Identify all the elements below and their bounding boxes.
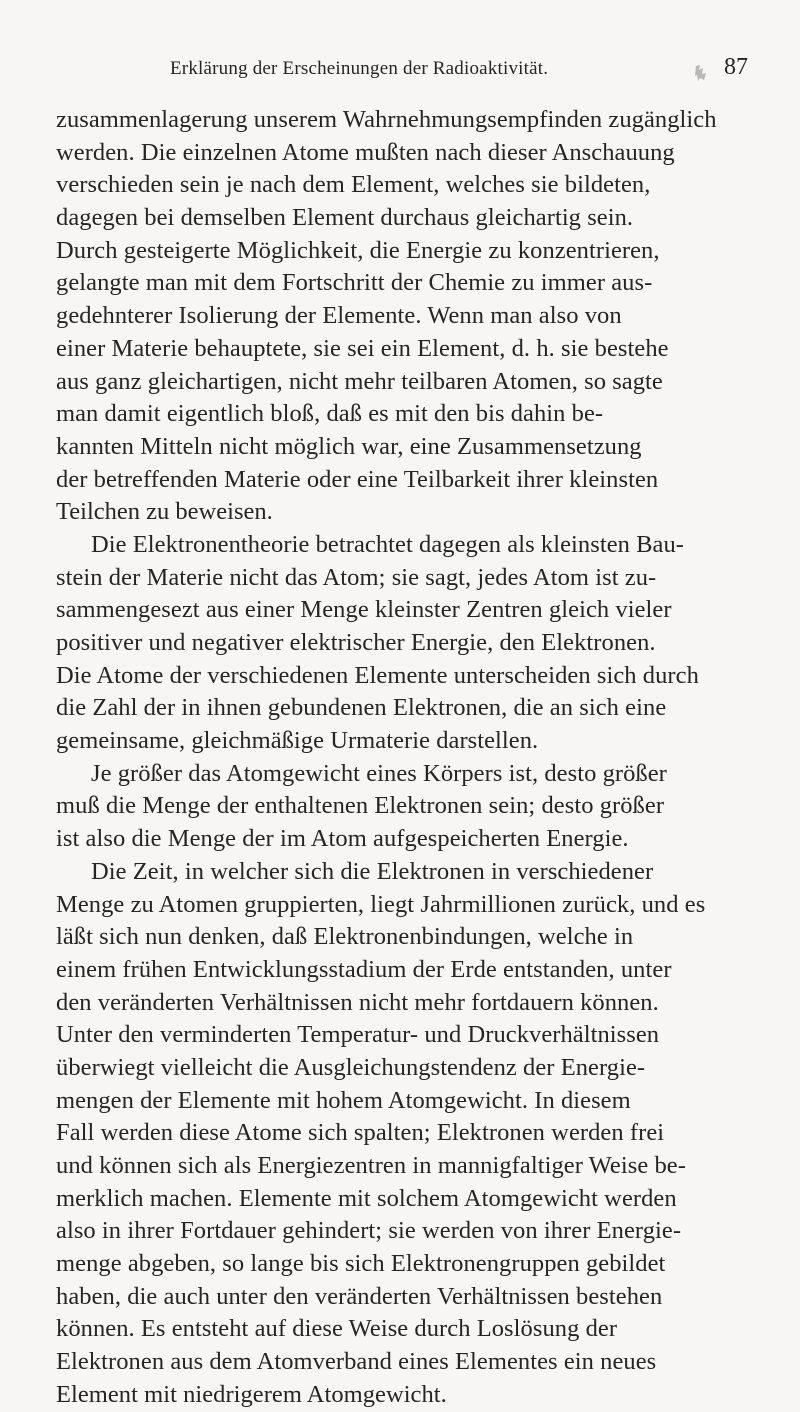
text-line: verschieden sein je nach dem Element, welches sie bildeten, [56, 171, 651, 199]
text-line: aus ganz gleichartigen, nicht mehr teilbaren Atomen, so sagte [56, 367, 663, 395]
text-line: Die Zeit, in welcher sich die Elektronen in verschiedener [91, 857, 654, 885]
text-line: werden. Die einzelnen Atome mußten nach dieser Anschauung [56, 138, 675, 166]
running-head-title: Erklärung der Erscheinungen der Radioaktivität. [170, 58, 549, 79]
text-line: den veränderten Verhältnissen nicht mehr fortdauern können. [56, 988, 659, 1016]
text-line: der betreffenden Materie oder eine Teilbarkeit ihrer kleinsten [56, 465, 659, 493]
text-line: mengen der Elemente mit hohem Atomgewicht. In diesem [56, 1086, 631, 1114]
text-line: Durch gesteigerte Möglichkeit, die Energie zu konzentrieren, [56, 236, 660, 264]
text-line: kannten Mitteln nicht möglich war, eine Zusammensetzung [56, 432, 642, 460]
text-line: stein der Materie nicht das Atom; sie sagt, jedes Atom ist zu- [56, 563, 657, 591]
text-line: und können sich als Energiezentren in mannigfaltiger Weise be- [56, 1152, 686, 1179]
text-line: Unter den verminderten Temperatur- und Druckverhältnissen [56, 1021, 660, 1049]
text-line: können. Es entsteht auf diese Weise durch Loslösung der [56, 1315, 618, 1343]
text-line: läßt sich nun denken, daß Elektronenbindungen, welche in [56, 923, 634, 951]
text-line: gedehnterer Isolierung der Elemente. Wenn man also von [56, 302, 622, 330]
text-line: ist also die Menge der im Atom aufgespeicherten Energie. [56, 825, 629, 853]
text-line: haben, die auch unter den veränderten Verhältnissen bestehen [56, 1282, 663, 1310]
text-line: Die Atome der verschiedenen Elemente unterscheiden sich durch [56, 661, 699, 689]
text-line: Fall werden diese Atome sich spalten; Elektronen werden frei [56, 1119, 665, 1147]
page-number: 87 [724, 54, 748, 80]
text-line: gemeinsame, gleichmäßige Urmaterie darstellen. [56, 727, 539, 755]
text-line: Element mit niedrigerem Atomgewicht. [56, 1380, 447, 1408]
text-line: man damit eigentlich bloß, daß es mit den bis dahin be- [56, 400, 604, 428]
text-line: die Zahl der in ihnen gebundenen Elektronen, die an sich eine [56, 694, 667, 722]
text-line: Elektronen aus dem Atomverband eines Elementes ein neues [56, 1348, 657, 1376]
body-text [56, 104, 796, 1412]
text-line: Die Elektronentheorie betrachtet dagegen als kleinsten Bau- [91, 530, 685, 558]
text-line: positiver und negativer elektrischer Energie, den Elektronen. [56, 629, 656, 656]
text-line: muß die Menge der enthaltenen Elektronen sein; desto größer [56, 792, 665, 820]
text-line: also in ihrer Fortdauer gehindert; sie werden von ihrer Energie- [56, 1217, 682, 1245]
text-line: menge abgeben, so lange bis sich Elektronengruppen gebildet [56, 1250, 666, 1278]
text-line: merklich machen. Elemente mit solchem Atomgewicht werden [56, 1184, 677, 1212]
text-line: Menge zu Atomen gruppierten, liegt Jahrmillionen zurück, und es [56, 890, 706, 918]
text-line: dagegen bei demselben Element durchaus gleichartig sein. [56, 204, 634, 232]
text-line: Teilchen zu beweisen. [56, 498, 273, 526]
text-line: zusammenlagerung unserem Wahrnehmungsempfinden zugänglich [56, 106, 717, 133]
print-smudge-mark [694, 64, 708, 82]
text-line: einer Materie behauptete, sie sei ein Element, d. h. sie bestehe [56, 334, 669, 362]
text-line: sammengesezt aus einer Menge kleinster Zentren gleich vieler [56, 596, 672, 624]
text-line: gelangte man mit dem Fortschritt der Chemie zu immer aus- [56, 269, 653, 297]
text-line: Je größer das Atomgewicht eines Körpers ist, desto größer [91, 759, 667, 787]
text-line: einem frühen Entwicklungsstadium der Erde entstanden, unter [56, 955, 672, 983]
text-line: überwiegt vielleicht die Ausgleichungstendenz der Energie- [56, 1053, 646, 1081]
